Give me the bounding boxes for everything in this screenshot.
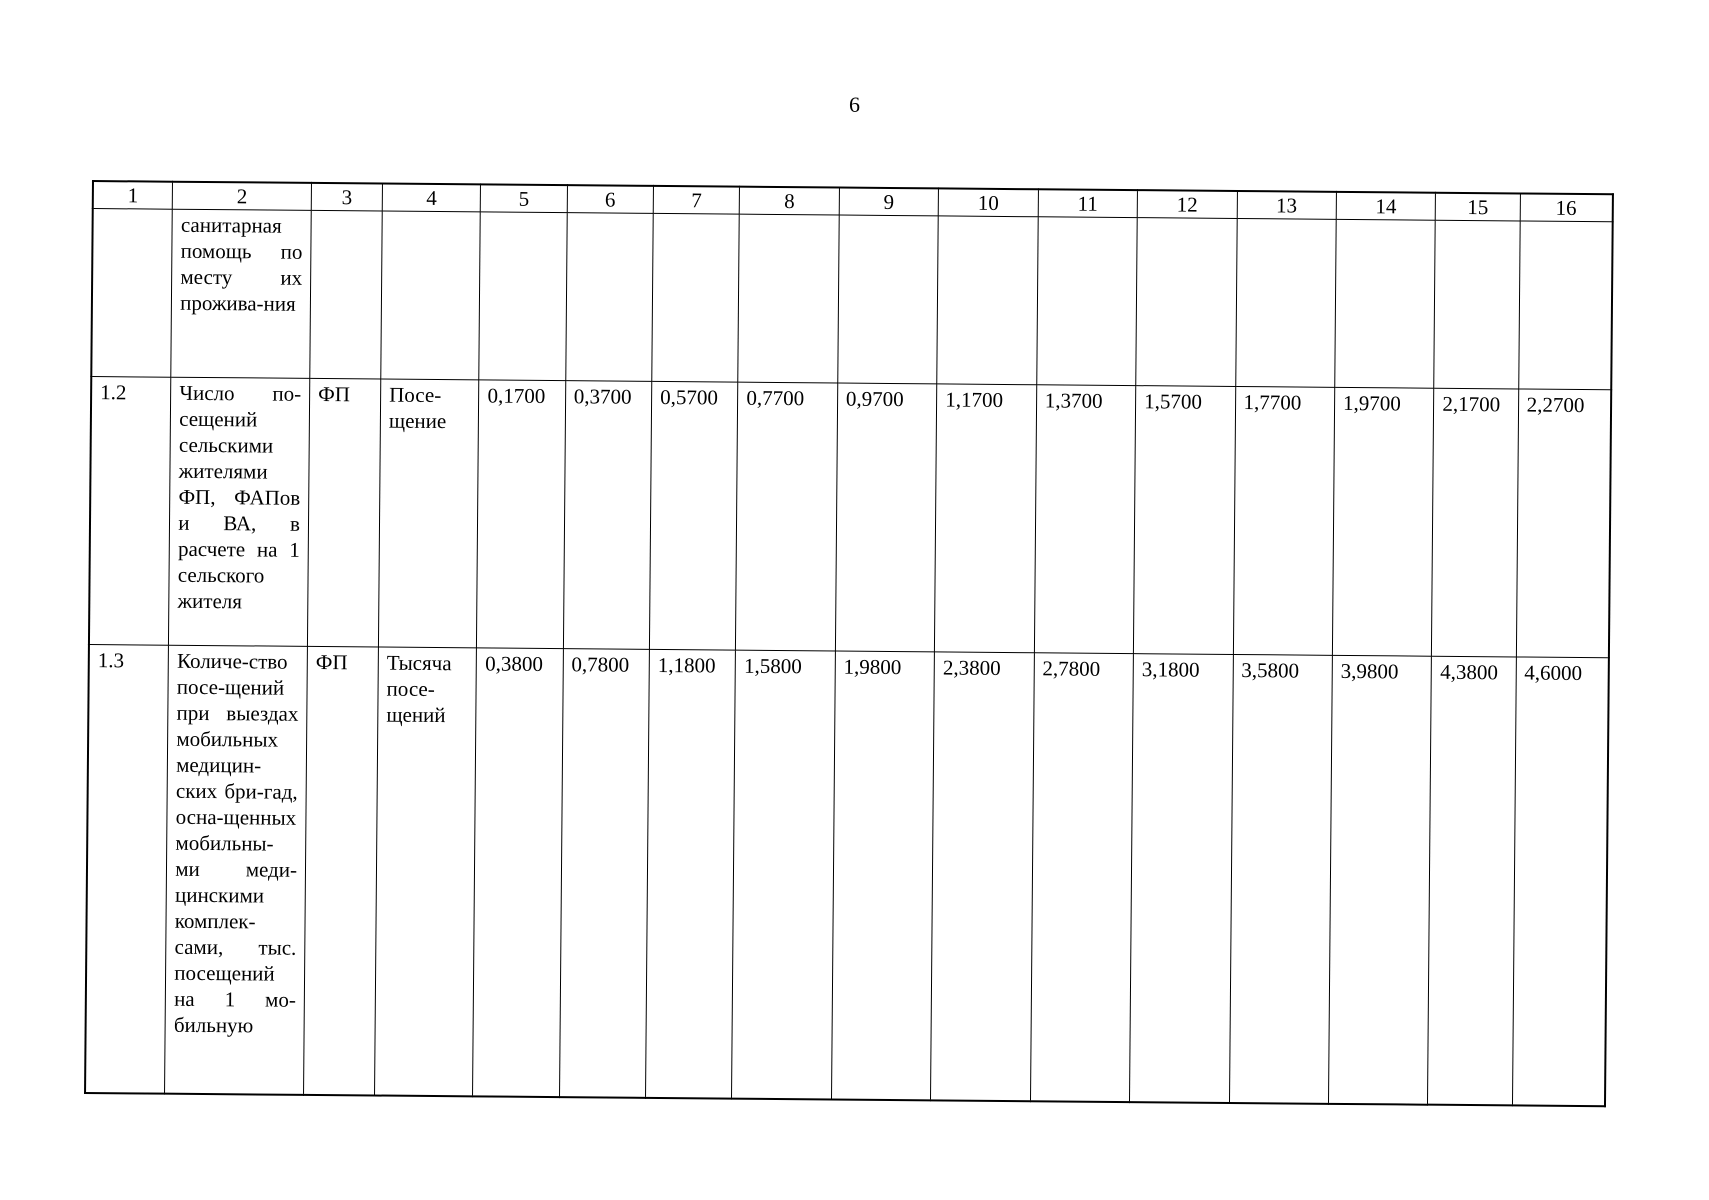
column-header: 1 — [93, 181, 173, 209]
value-cell — [1136, 218, 1237, 387]
value-cell — [479, 212, 567, 381]
value-cell: 2,2700 — [1516, 389, 1611, 658]
row-unit: Тысяча посе-щений — [375, 647, 477, 1096]
value-cell — [1434, 220, 1520, 389]
value-cell: 4,6000 — [1512, 657, 1609, 1106]
value-cell — [1235, 218, 1336, 387]
row-description: санитарная помощь по месту их прожива-ния — [171, 209, 311, 378]
column-header: 15 — [1436, 193, 1520, 221]
column-header: 16 — [1520, 193, 1613, 221]
value-cell: 2,1700 — [1432, 388, 1518, 657]
column-header: 12 — [1137, 190, 1237, 218]
column-header: 6 — [567, 185, 654, 213]
page-number: 6 — [849, 92, 860, 117]
value-cell: 0,5700 — [649, 381, 738, 650]
column-header: 11 — [1038, 189, 1138, 217]
value-cell — [738, 214, 839, 383]
row-id: 1.2 — [89, 377, 171, 646]
value-cell — [937, 216, 1038, 385]
column-header: 7 — [653, 186, 740, 214]
value-cell: 0,3700 — [563, 381, 652, 650]
value-cell: 1,5800 — [732, 650, 835, 1099]
row-type — [310, 210, 382, 379]
value-cell: 1,1700 — [935, 384, 1037, 653]
value-cell — [652, 213, 740, 382]
value-cell: 0,7700 — [736, 382, 838, 651]
row-description: Количе-ство посе-щений при выездах мобильных медицин-ских бри-гад, осна-щенных мобильны-ми меди-цинскими комплек-сами, тыс. посещений на 1 мо-бильную — [165, 645, 308, 1095]
value-cell: 3,9800 — [1328, 655, 1431, 1104]
value-cell — [565, 213, 653, 382]
value-cell: 1,1800 — [646, 649, 736, 1098]
row-type: ФП — [304, 646, 379, 1095]
column-header: 9 — [839, 188, 939, 216]
column-header: 14 — [1336, 192, 1436, 220]
row-id — [91, 209, 172, 378]
value-cell: 4,3800 — [1428, 656, 1516, 1105]
row-unit: Посе-щение — [378, 379, 479, 648]
table-row — [89, 377, 1611, 658]
indicators-table — [84, 180, 1614, 1107]
value-cell — [1036, 217, 1137, 386]
value-cell — [1518, 221, 1612, 390]
column-header: 2 — [173, 182, 312, 211]
value-cell: 1,3700 — [1034, 385, 1136, 654]
value-cell — [838, 215, 939, 384]
value-cell: 1,9700 — [1332, 387, 1434, 656]
column-header: 10 — [938, 188, 1038, 216]
column-header: 4 — [382, 184, 481, 212]
value-cell: 1,9800 — [831, 651, 934, 1100]
value-cell: 2,7800 — [1030, 653, 1133, 1102]
column-header: 8 — [740, 187, 840, 215]
table-row — [85, 644, 1609, 1106]
value-cell: 0,7800 — [559, 649, 649, 1098]
row-type: ФП — [307, 378, 380, 647]
row-id: 1.3 — [85, 644, 169, 1093]
value-cell — [1335, 219, 1436, 388]
row-unit — [381, 211, 481, 380]
column-header: 3 — [311, 183, 382, 211]
value-cell: 1,5700 — [1133, 386, 1235, 655]
value-cell: 3,1800 — [1130, 654, 1233, 1103]
value-cell: 0,9700 — [835, 383, 937, 652]
value-cell: 3,5800 — [1229, 654, 1332, 1103]
column-header: 5 — [481, 184, 568, 212]
column-header: 13 — [1237, 191, 1337, 219]
value-cell: 0,3800 — [473, 648, 563, 1097]
value-cell: 0,1700 — [477, 380, 566, 649]
row-description: Число по-сещений сельскими жителями ФП, ФАПов и ВА, в расчете на 1 сельского жителя — [169, 377, 310, 646]
value-cell: 2,3800 — [931, 652, 1034, 1101]
value-cell: 1,7700 — [1233, 386, 1335, 655]
table-row — [91, 209, 1612, 390]
